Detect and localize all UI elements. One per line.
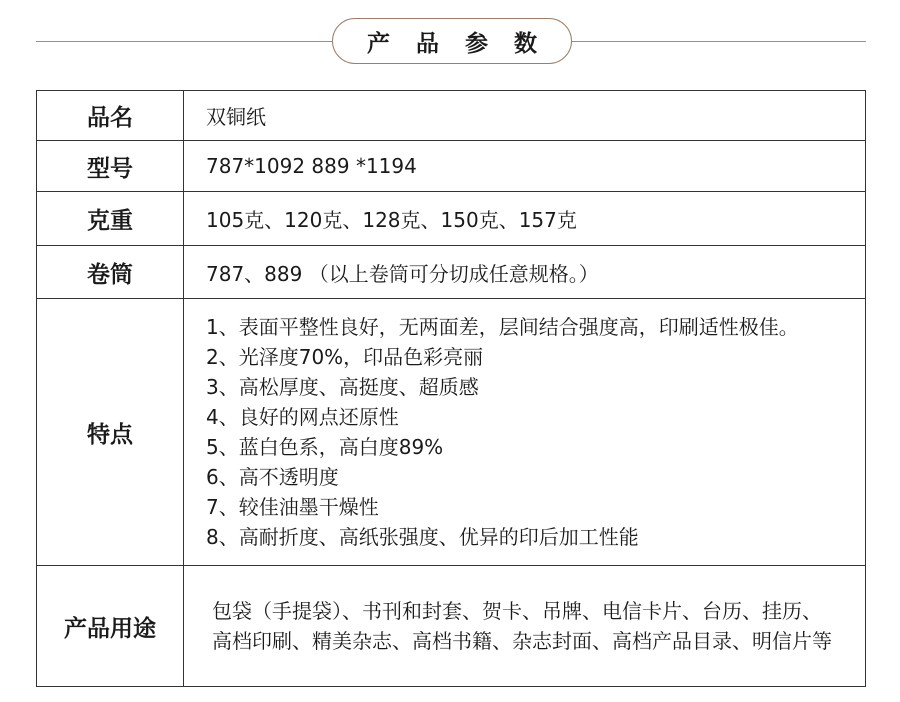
feature-item: 2、光泽度70%，印品色彩亮丽 (206, 345, 484, 369)
table-row-usage (37, 566, 866, 687)
feature-list (206, 312, 865, 552)
section-header (0, 0, 900, 80)
usage-label: 产品用途 (37, 566, 184, 687)
feature-item: 7、较佳油墨干燥性 (206, 495, 379, 519)
feature-item: 1、表面平整性良好，无两面差，层间结合强度高，印刷适性极佳。 (206, 315, 799, 339)
row-value: 787、889 （以上卷筒可分切成任意规格。） (184, 246, 866, 299)
feature-item: 3、高松厚度、高挺度、超质感 (206, 375, 479, 399)
row-label: 品名 (37, 91, 184, 141)
feature-item: 4、良好的网点还原性 (206, 405, 399, 429)
table-row (37, 91, 866, 141)
row-value: 787*1092 889 *1194 (184, 141, 866, 192)
header-divider-right (572, 41, 866, 42)
section-title: 产 品 参 数 (332, 18, 572, 64)
table-row (37, 246, 866, 299)
table-row (37, 141, 866, 192)
product-params-table (36, 90, 866, 687)
header-divider-left (36, 41, 332, 42)
table-row (37, 192, 866, 246)
usage-cell (184, 566, 866, 687)
row-value: 105克、120克、128克、150克、157克 (184, 192, 866, 246)
row-value: 双铜纸 (184, 91, 866, 141)
feature-item: 5、蓝白色系，高白度89% (206, 435, 444, 459)
feature-item: 6、高不透明度 (206, 465, 339, 489)
table-row-features (37, 299, 866, 566)
features-cell (184, 299, 866, 566)
feature-item: 8、高耐折度、高纸张强度、优异的印后加工性能 (206, 525, 639, 549)
row-label: 卷筒 (37, 246, 184, 299)
row-label: 型号 (37, 141, 184, 192)
features-label: 特点 (37, 299, 184, 566)
usage-text: 包袋（手提袋）、书刊和封套、贺卡、吊牌、电信卡片、台历、挂历、高档印刷、精美杂志、高档书籍、杂志封面、高档产品目录、明信片等 (212, 599, 832, 653)
row-label: 克重 (37, 192, 184, 246)
